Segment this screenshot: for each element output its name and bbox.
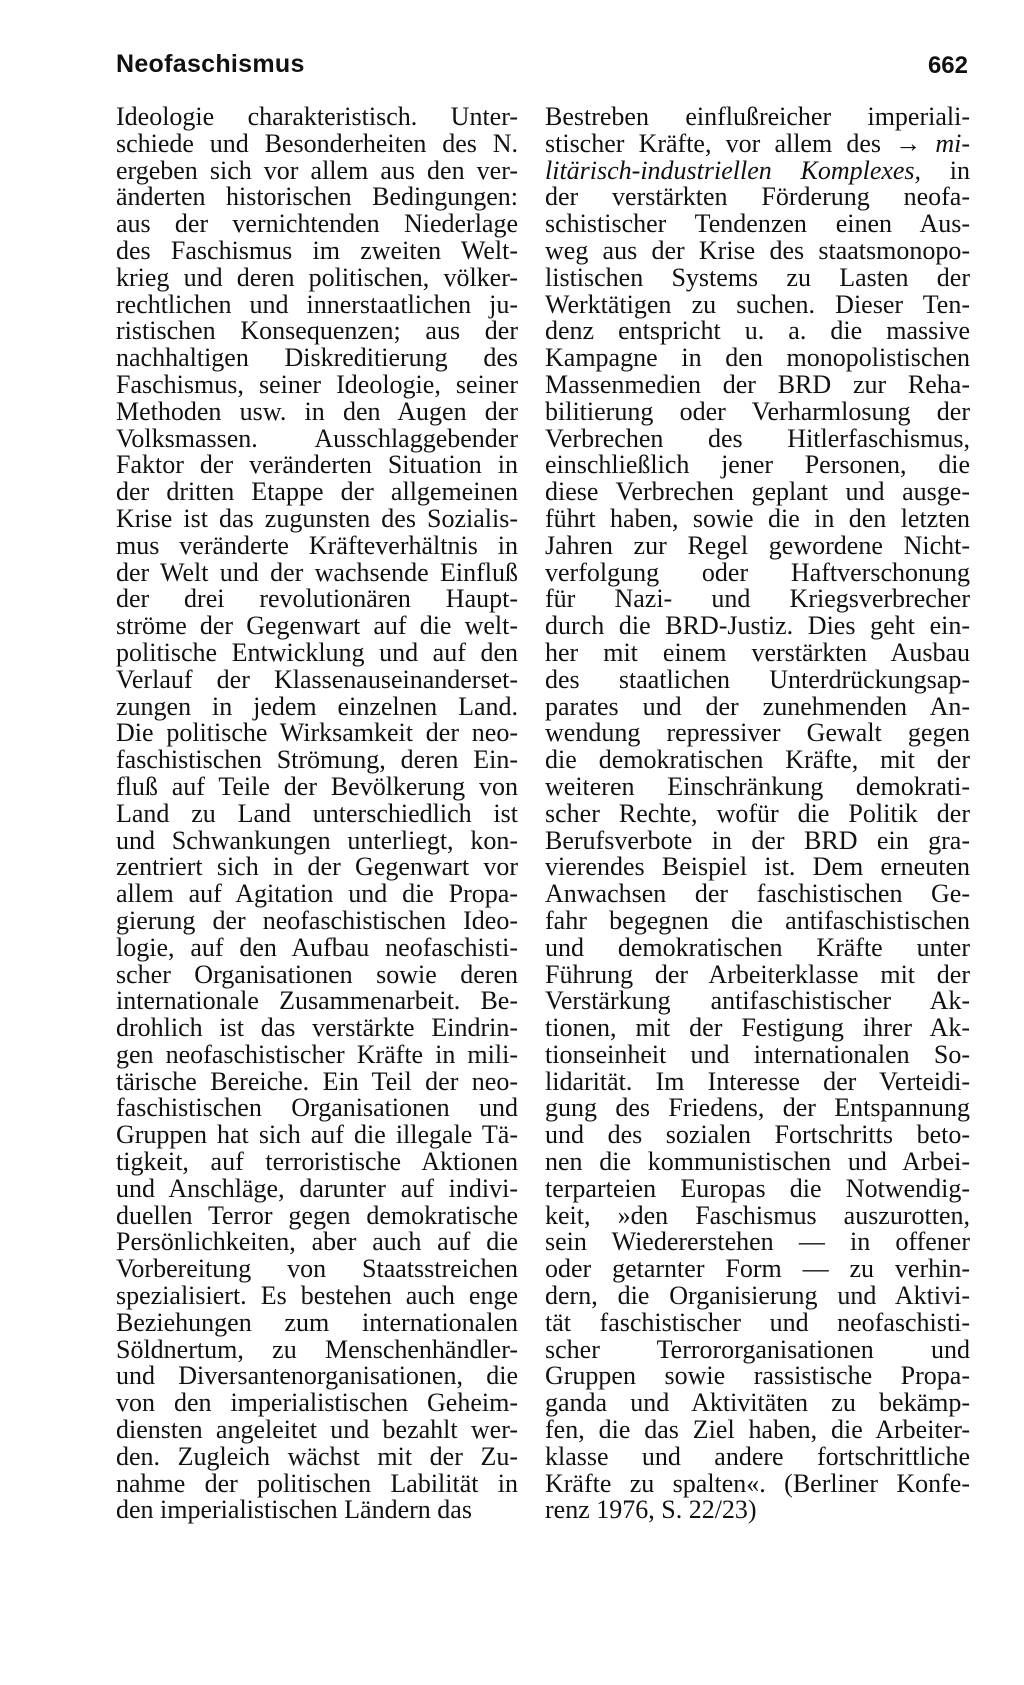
text-line: denz entspricht u. a. die massive [545,316,970,346]
text-line: faschistischen Strömung, deren Ein- [116,745,518,775]
text-line: dern, die Organisierung und Aktivi- [545,1281,970,1311]
line-text: in [949,155,971,185]
text-line: Verstärkung antifaschistischer Ak- [545,986,970,1016]
text-line: gung des Friedens, der Entspannung [545,1093,970,1123]
text-line: Führung der Arbeiterklasse mit der [545,959,970,989]
left-text-column [116,104,518,1524]
text-line: führt haben, sowie die in den letzten [545,503,970,533]
text-line: renz 1976, S. 22/23) [545,1495,757,1525]
text-line: des staatlichen Unterdrückungsap- [545,664,970,694]
text-line: krieg und deren politischen, völker- [116,262,518,292]
right-text-column [545,104,970,1524]
text-line: fen, die das Ziel haben, die Arbeiter- [545,1415,970,1445]
text-line: gen neofaschistischer Kräfte in mili- [116,1039,518,1069]
text-line: ristischen Konsequenzen; aus der [116,316,518,346]
text-line: drohlich ist das verstärkte Eindrin- [116,1013,518,1043]
text-line: wendung repressiver Gewalt gegen [545,718,970,748]
text-line-with-reference [545,128,970,158]
text-line: und des sozialen Fortschritts beto- [545,1120,970,1150]
text-line: oder getarnter Form — zu verhin- [545,1254,970,1284]
text-line: Volksmassen. Ausschlaggebender [116,423,518,453]
text-line: nen die kommunistischen und Arbei- [545,1147,970,1177]
text-line: parates und der zunehmenden An- [545,691,970,721]
text-line: einschließlich jener Personen, die [545,450,970,480]
text-line: logie, auf den Aufbau neofaschisti- [116,932,518,962]
text-line: Die politische Wirksamkeit der neo- [116,718,518,748]
text-line: durch die BRD-Justiz. Dies geht ein- [545,611,970,641]
text-line: Werktätigen zu suchen. Dieser Ten- [545,289,970,319]
text-line: für Nazi- und Kriegsverbrecher [545,584,970,614]
text-line: und Diversantenorganisationen, die [116,1361,518,1391]
text-line: schistischer Tendenzen einen Aus- [545,209,970,239]
text-line: mus veränderte Kräfteverhältnis in [116,530,518,560]
text-line: Jahren zur Regel gewordene Nicht- [545,530,970,560]
text-line: faschistischen Organisationen und [116,1093,518,1123]
text-line: ganda und Aktivitäten zu bekämp- [545,1388,970,1418]
text-line: Kampagne in den monopolistischen [545,343,970,373]
text-line: Ideologie charakteristisch. Unter- [116,102,518,131]
line-text: stischer Kräfte, vor allem des [545,128,882,158]
text-line: tionen, mit der Festigung ihrer Ak- [545,1013,970,1043]
text-line: Verbrechen des Hitlerfaschismus, [545,423,970,453]
text-line: gierung der neofaschistischen Ideo- [116,905,518,935]
text-line: den imperialistischen Ländern das [116,1495,472,1525]
text-line: Faschismus, seiner Ideologie, seiner [116,369,518,399]
text-line: scher Organisationen sowie deren [116,959,518,989]
text-line: und Schwankungen unterliegt, kon- [116,825,518,855]
text-line: klasse und andere fortschrittliche [545,1441,970,1471]
text-line: Persönlichkeiten, aber auch auf die [116,1227,518,1257]
text-line: Gruppen hat sich auf die illegale Tä- [116,1120,518,1150]
text-line: fluß auf Teile der Bevölkerung von [116,771,518,801]
text-line: Berufsverbote in der BRD ein gra- [545,825,970,855]
text-line: zentriert sich in der Gegenwart vor [116,852,518,882]
text-line: keit, »den Faschismus auszurotten, [545,1200,970,1230]
text-line: Kräfte zu spalten«. (Berliner Konfe- [545,1468,970,1498]
text-line: sein Wiedererstehen — in offener [545,1227,970,1257]
text-line: her mit einem verstärkten Ausbau [545,637,970,667]
text-line: der dritten Etappe der allgemeinen [116,477,518,507]
text-line: zungen in jedem einzelnen Land. [116,691,518,721]
text-line: ergeben sich vor allem aus den ver- [116,155,518,185]
text-line: der verstärkten Förderung neofa- [545,182,970,212]
text-line: weiteren Einschränkung demokrati- [545,771,970,801]
page-header [116,48,968,88]
text-line: von den imperialistischen Geheim- [116,1388,518,1418]
text-line: terparteien Europas die Notwendig- [545,1173,970,1203]
text-line: internationale Zusammenarbeit. Be- [116,986,518,1016]
text-line: diensten angeleitet und bezahlt wer- [116,1415,518,1445]
text-line: Bestreben einflußreicher imperiali- [545,102,970,131]
text-line: aus der vernichtenden Niederlage [116,209,518,239]
text-line: listischen Systems zu Lasten der [545,262,970,292]
cross-reference-term: mi- [935,128,970,158]
running-head-title: Neofaschismus [116,50,305,78]
text-line: weg aus der Krise des staatsmonopo- [545,235,970,265]
text-line: tät faschistischer und neofaschisti- [545,1307,970,1337]
text-line: den. Zugleich wächst mit der Zu- [116,1441,518,1471]
cross-reference-arrow-icon: → [895,128,922,158]
text-line: der Welt und der wachsende Einfluß [116,557,518,587]
text-line: rechtlichen und innerstaatlichen ju- [116,289,518,319]
text-line: Vorbereitung von Staatsstreichen [116,1254,518,1284]
text-line: lidarität. Im Interesse der Verteidi- [545,1066,970,1096]
text-line: diese Verbrechen geplant und ausge- [545,477,970,507]
text-line: tärische Bereiche. Ein Teil der neo- [116,1066,518,1096]
text-line: tigkeit, auf terroristische Aktionen [116,1147,518,1177]
text-line: Krise ist das zugunsten des Sozialis- [116,503,518,533]
text-line: allem auf Agitation und die Propa- [116,879,518,909]
right-column-body [545,184,970,1524]
text-line: Faktor der veränderten Situation in [116,450,518,480]
text-line: Gruppen sowie rassistische Propa- [545,1361,970,1391]
text-line: tionseinheit und internationalen So- [545,1039,970,1069]
text-line: nahme der politischen Labilität in [116,1468,518,1498]
text-line: fahr begegnen die antifaschistischen [545,905,970,935]
text-line: der drei revolutionären Haupt- [116,584,518,614]
text-line: spezialisiert. Es bestehen auch enge [116,1281,518,1311]
text-line: Söldnertum, zu Menschenhändler- [116,1334,518,1364]
text-line: des Faschismus im zweiten Welt- [116,235,518,265]
text-line: duellen Terror gegen demokratische [116,1200,518,1230]
text-line: änderten historischen Bedingungen: [116,182,518,212]
text-line: Massenmedien der BRD zur Reha- [545,369,970,399]
text-line-with-reference [545,155,971,185]
text-line: die demokratischen Kräfte, mit der [545,745,970,775]
text-line: nachhaltigen Diskreditierung des [116,343,518,373]
text-line: scher Rechte, wofür die Politik der [545,798,970,828]
text-line: verfolgung oder Haftverschonung [545,557,970,587]
text-line: Verlauf der Klassenauseinanderset- [116,664,518,694]
text-line: und demokratischen Kräfte unter [545,932,970,962]
text-line: vierendes Beispiel ist. Dem erneuten [545,852,970,882]
text-line: und Anschläge, darunter auf indivi- [116,1173,518,1203]
text-line: Land zu Land unterschiedlich ist [116,798,518,828]
text-line: Beziehungen zum internationalen [116,1307,518,1337]
text-line: scher Terrororganisationen und [545,1334,970,1364]
text-line: ströme der Gegenwart auf die welt- [116,611,518,641]
page-number: 662 [927,52,968,79]
text-line: schiede und Besonderheiten des N. [116,128,518,158]
text-line: politische Entwicklung und auf den [116,637,518,667]
text-line: Methoden usw. in den Augen der [116,396,518,426]
text-line: Anwachsen der faschistischen Ge- [545,879,970,909]
text-line: bilitierung oder Verharmlosung der [545,396,970,426]
cross-reference-term: litärisch-industriellen Komplexes, [545,155,922,185]
